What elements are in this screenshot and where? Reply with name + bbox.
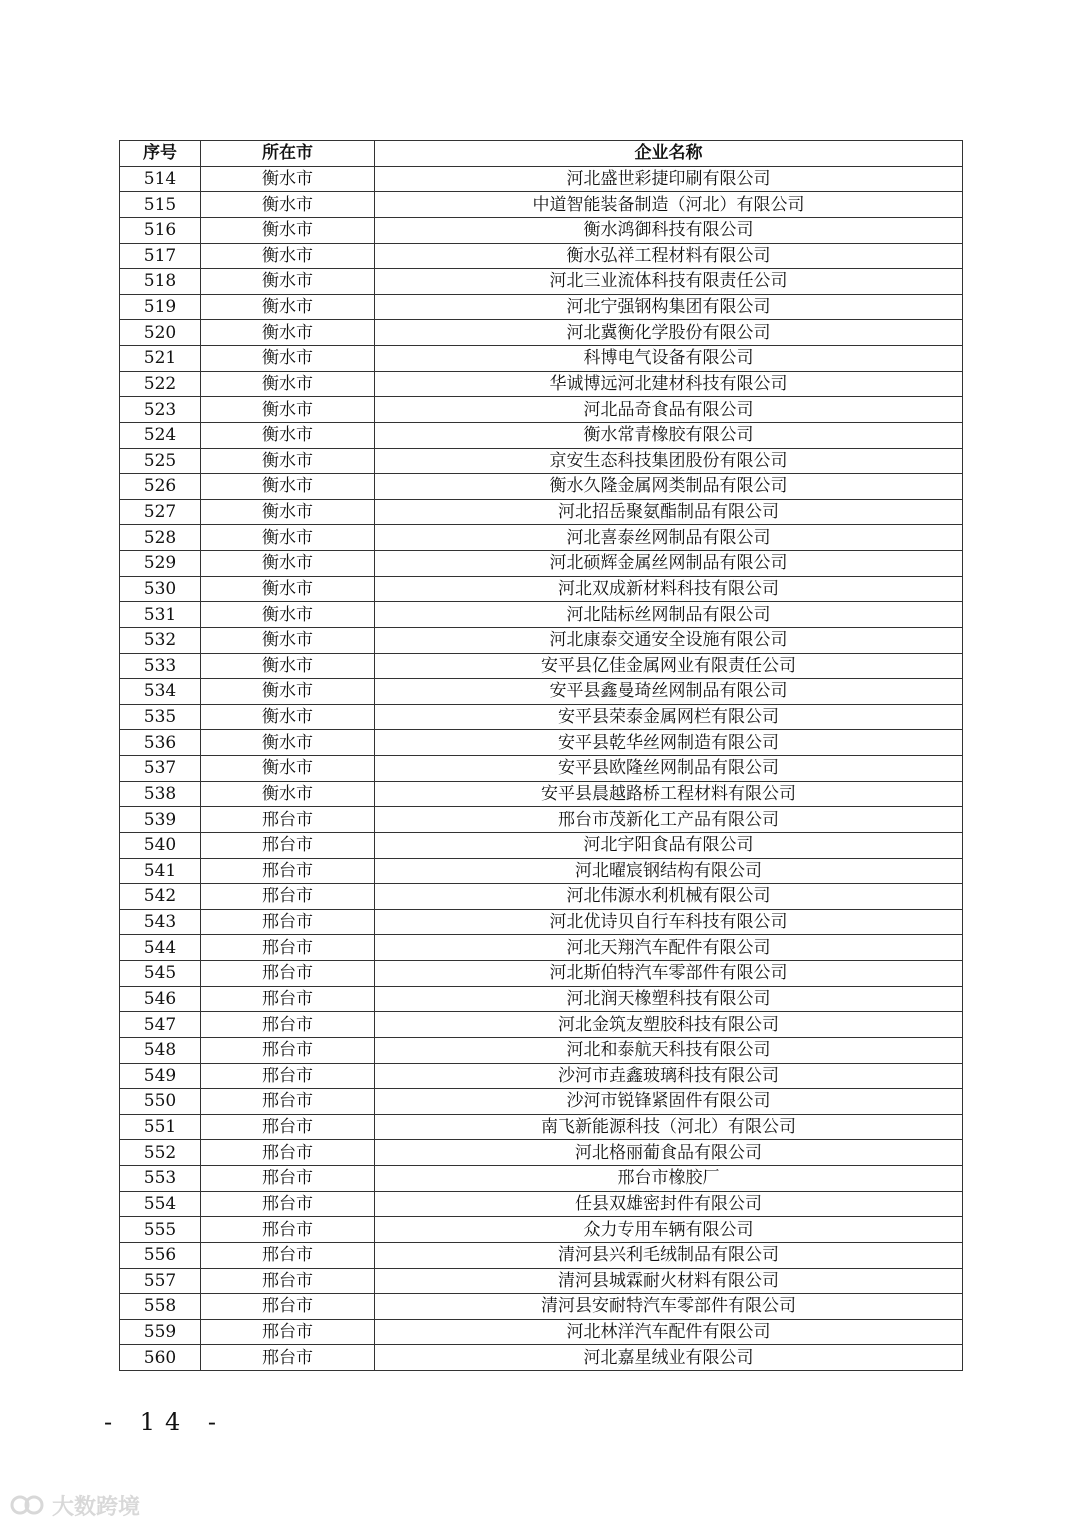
table-row — [120, 1114, 963, 1140]
table-row — [120, 269, 963, 295]
cell-city: 衡水市 — [201, 499, 375, 525]
table-row — [120, 294, 963, 320]
watermark — [10, 1490, 140, 1520]
cell-city: 衡水市 — [201, 346, 375, 372]
table-row — [120, 166, 963, 192]
table-row — [120, 653, 963, 679]
header-company-name: 企业名称 — [375, 141, 963, 167]
cell-company-name: 河北曜宸钢结构有限公司 — [375, 858, 963, 884]
table-row — [120, 602, 963, 628]
cell-company-name: 中道智能装备制造（河北）有限公司 — [375, 192, 963, 218]
cell-company-name: 安平县荣泰金属网栏有限公司 — [375, 704, 963, 730]
cell-company-name: 清河县安耐特汽车零部件有限公司 — [375, 1294, 963, 1320]
cell-serial-number: 536 — [120, 730, 201, 756]
cell-serial-number: 514 — [120, 166, 201, 192]
cell-company-name: 河北宁强钢构集团有限公司 — [375, 294, 963, 320]
cell-company-name: 河北宇阳食品有限公司 — [375, 832, 963, 858]
table-row — [120, 1012, 963, 1038]
table-row — [120, 422, 963, 448]
cell-company-name: 科博电气设备有限公司 — [375, 346, 963, 372]
cell-serial-number: 541 — [120, 858, 201, 884]
cell-company-name: 河北天翔汽车配件有限公司 — [375, 935, 963, 961]
cell-city: 衡水市 — [201, 704, 375, 730]
table-row — [120, 499, 963, 525]
cell-serial-number: 553 — [120, 1166, 201, 1192]
cell-serial-number: 515 — [120, 192, 201, 218]
table-row — [120, 807, 963, 833]
cell-city: 邢台市 — [201, 1345, 375, 1371]
cell-company-name: 河北冀衡化学股份有限公司 — [375, 320, 963, 346]
cell-city: 邢台市 — [201, 807, 375, 833]
cell-company-name: 河北康泰交通安全设施有限公司 — [375, 627, 963, 653]
cell-serial-number: 520 — [120, 320, 201, 346]
table-row — [120, 320, 963, 346]
table-row — [120, 576, 963, 602]
cell-company-name: 沙河市垚鑫玻璃科技有限公司 — [375, 1063, 963, 1089]
cell-company-name: 河北金筑友塑胶科技有限公司 — [375, 1012, 963, 1038]
cell-city: 衡水市 — [201, 192, 375, 218]
table-row — [120, 935, 963, 961]
cell-city: 衡水市 — [201, 730, 375, 756]
cell-serial-number: 540 — [120, 832, 201, 858]
cell-city: 邢台市 — [201, 1037, 375, 1063]
cell-city: 衡水市 — [201, 448, 375, 474]
page-number: - 14 - — [103, 1408, 226, 1436]
cell-serial-number: 531 — [120, 602, 201, 628]
cell-serial-number: 522 — [120, 371, 201, 397]
cell-city: 邢台市 — [201, 961, 375, 987]
cell-company-name: 邢台市橡胶厂 — [375, 1166, 963, 1192]
cell-city: 衡水市 — [201, 551, 375, 577]
cell-company-name: 河北嘉星绒业有限公司 — [375, 1345, 963, 1371]
cell-company-name: 清河县城霖耐火材料有限公司 — [375, 1268, 963, 1294]
cell-serial-number: 544 — [120, 935, 201, 961]
cell-company-name: 河北林洋汽车配件有限公司 — [375, 1319, 963, 1345]
cell-serial-number: 554 — [120, 1191, 201, 1217]
cell-serial-number: 532 — [120, 627, 201, 653]
cell-city: 邢台市 — [201, 1242, 375, 1268]
cell-city: 衡水市 — [201, 576, 375, 602]
cell-company-name: 安平县欧隆丝网制品有限公司 — [375, 756, 963, 782]
cell-city: 邢台市 — [201, 986, 375, 1012]
cell-company-name: 河北伟源水利机械有限公司 — [375, 884, 963, 910]
cell-serial-number: 534 — [120, 679, 201, 705]
cell-serial-number: 545 — [120, 961, 201, 987]
cell-company-name: 河北招岳聚氨酯制品有限公司 — [375, 499, 963, 525]
cell-city: 衡水市 — [201, 243, 375, 269]
watermark-text: 大数跨境 — [52, 1494, 141, 1520]
cell-city: 衡水市 — [201, 756, 375, 782]
table-header — [120, 141, 963, 167]
table-row — [120, 1191, 963, 1217]
cell-serial-number: 519 — [120, 294, 201, 320]
header-city: 所在市 — [201, 141, 375, 167]
cell-company-name: 众力专用车辆有限公司 — [375, 1217, 963, 1243]
cell-company-name: 河北三业流体科技有限责任公司 — [375, 269, 963, 295]
table-row — [120, 1140, 963, 1166]
cell-company-name: 安平县晨越路桥工程材料有限公司 — [375, 781, 963, 807]
cell-serial-number: 518 — [120, 269, 201, 295]
cell-serial-number: 528 — [120, 525, 201, 551]
table-row — [120, 371, 963, 397]
cell-company-name: 河北喜泰丝网制品有限公司 — [375, 525, 963, 551]
cell-company-name: 河北双成新材料科技有限公司 — [375, 576, 963, 602]
cell-serial-number: 517 — [120, 243, 201, 269]
cell-serial-number: 551 — [120, 1114, 201, 1140]
cell-city: 衡水市 — [201, 320, 375, 346]
header-serial-number: 序号 — [120, 141, 201, 167]
cell-serial-number: 557 — [120, 1268, 201, 1294]
table-row — [120, 961, 963, 987]
table-row — [120, 832, 963, 858]
cell-serial-number: 525 — [120, 448, 201, 474]
table-row — [120, 986, 963, 1012]
table-row — [120, 192, 963, 218]
table-row — [120, 1166, 963, 1192]
cell-serial-number: 527 — [120, 499, 201, 525]
cell-serial-number: 560 — [120, 1345, 201, 1371]
cell-company-name: 衡水鸿御科技有限公司 — [375, 217, 963, 243]
cell-serial-number: 539 — [120, 807, 201, 833]
table-row — [120, 781, 963, 807]
cell-city: 衡水市 — [201, 217, 375, 243]
cell-company-name: 邢台市茂新化工产品有限公司 — [375, 807, 963, 833]
cell-company-name: 河北盛世彩捷印刷有限公司 — [375, 166, 963, 192]
table-row — [120, 1345, 963, 1371]
cell-city: 衡水市 — [201, 269, 375, 295]
cell-company-name: 清河县兴利毛绒制品有限公司 — [375, 1242, 963, 1268]
table-body — [120, 166, 963, 1370]
table-row — [120, 756, 963, 782]
table-row — [120, 704, 963, 730]
table-row — [120, 858, 963, 884]
cell-company-name: 南飞新能源科技（河北）有限公司 — [375, 1114, 963, 1140]
cell-city: 衡水市 — [201, 627, 375, 653]
cell-city: 衡水市 — [201, 602, 375, 628]
cell-serial-number: 521 — [120, 346, 201, 372]
table-row — [120, 1037, 963, 1063]
cell-company-name: 安平县亿佳金属网业有限责任公司 — [375, 653, 963, 679]
cell-city: 邢台市 — [201, 1191, 375, 1217]
cell-city: 邢台市 — [201, 1217, 375, 1243]
cell-company-name: 安平县乾华丝网制造有限公司 — [375, 730, 963, 756]
watermark-logo-icon — [10, 1492, 46, 1518]
cell-serial-number: 552 — [120, 1140, 201, 1166]
cell-serial-number: 546 — [120, 986, 201, 1012]
cell-company-name: 河北品奇食品有限公司 — [375, 397, 963, 423]
table-row — [120, 1319, 963, 1345]
cell-company-name: 河北陆标丝网制品有限公司 — [375, 602, 963, 628]
cell-serial-number: 549 — [120, 1063, 201, 1089]
cell-serial-number: 542 — [120, 884, 201, 910]
cell-serial-number: 537 — [120, 756, 201, 782]
cell-serial-number: 555 — [120, 1217, 201, 1243]
cell-serial-number: 547 — [120, 1012, 201, 1038]
cell-city: 邢台市 — [201, 935, 375, 961]
table-row — [120, 397, 963, 423]
cell-city: 邢台市 — [201, 1268, 375, 1294]
table-row — [120, 884, 963, 910]
cell-serial-number: 543 — [120, 909, 201, 935]
table-row — [120, 1294, 963, 1320]
cell-company-name: 任县双雄密封件有限公司 — [375, 1191, 963, 1217]
cell-city: 邢台市 — [201, 1063, 375, 1089]
cell-city: 衡水市 — [201, 166, 375, 192]
table-row — [120, 346, 963, 372]
cell-company-name: 河北和泰航天科技有限公司 — [375, 1037, 963, 1063]
cell-city: 邢台市 — [201, 1089, 375, 1115]
table-row — [120, 474, 963, 500]
cell-company-name: 京安生态科技集团股份有限公司 — [375, 448, 963, 474]
cell-company-name: 河北润天橡塑科技有限公司 — [375, 986, 963, 1012]
cell-city: 衡水市 — [201, 525, 375, 551]
cell-city: 衡水市 — [201, 679, 375, 705]
cell-serial-number: 556 — [120, 1242, 201, 1268]
cell-serial-number: 529 — [120, 551, 201, 577]
cell-company-name: 衡水常青橡胶有限公司 — [375, 422, 963, 448]
cell-serial-number: 550 — [120, 1089, 201, 1115]
cell-serial-number: 516 — [120, 217, 201, 243]
cell-serial-number: 548 — [120, 1037, 201, 1063]
cell-city: 邢台市 — [201, 858, 375, 884]
cell-city: 邢台市 — [201, 1114, 375, 1140]
cell-serial-number: 535 — [120, 704, 201, 730]
cell-company-name: 华诚博远河北建材科技有限公司 — [375, 371, 963, 397]
cell-city: 邢台市 — [201, 832, 375, 858]
cell-serial-number: 533 — [120, 653, 201, 679]
cell-company-name: 河北格丽葡食品有限公司 — [375, 1140, 963, 1166]
table-row — [120, 1242, 963, 1268]
cell-city: 衡水市 — [201, 474, 375, 500]
table-row — [120, 1217, 963, 1243]
cell-city: 邢台市 — [201, 1166, 375, 1192]
table-row — [120, 1268, 963, 1294]
cell-city: 邢台市 — [201, 909, 375, 935]
table-row — [120, 217, 963, 243]
cell-city: 邢台市 — [201, 1012, 375, 1038]
cell-serial-number: 559 — [120, 1319, 201, 1345]
cell-city: 邢台市 — [201, 884, 375, 910]
cell-city: 邢台市 — [201, 1294, 375, 1320]
cell-serial-number: 530 — [120, 576, 201, 602]
cell-city: 衡水市 — [201, 422, 375, 448]
table-row — [120, 909, 963, 935]
cell-company-name: 衡水弘祥工程材料有限公司 — [375, 243, 963, 269]
table-row — [120, 1089, 963, 1115]
table-row — [120, 525, 963, 551]
cell-city: 邢台市 — [201, 1140, 375, 1166]
cell-city: 衡水市 — [201, 371, 375, 397]
cell-serial-number: 523 — [120, 397, 201, 423]
table-row — [120, 448, 963, 474]
cell-serial-number: 538 — [120, 781, 201, 807]
table-row — [120, 730, 963, 756]
table-row — [120, 1063, 963, 1089]
cell-serial-number: 524 — [120, 422, 201, 448]
cell-company-name: 河北优诗贝自行车科技有限公司 — [375, 909, 963, 935]
cell-company-name: 河北硕辉金属丝网制品有限公司 — [375, 551, 963, 577]
cell-city: 邢台市 — [201, 1319, 375, 1345]
cell-city: 衡水市 — [201, 653, 375, 679]
table-row — [120, 627, 963, 653]
cell-company-name: 衡水久隆金属网类制品有限公司 — [375, 474, 963, 500]
cell-serial-number: 526 — [120, 474, 201, 500]
table-row — [120, 243, 963, 269]
cell-city: 衡水市 — [201, 397, 375, 423]
table-row — [120, 679, 963, 705]
cell-company-name: 安平县鑫曼琦丝网制品有限公司 — [375, 679, 963, 705]
cell-company-name: 沙河市锐锋紧固件有限公司 — [375, 1089, 963, 1115]
cell-city: 衡水市 — [201, 294, 375, 320]
enterprise-table — [119, 140, 963, 1371]
cell-company-name: 河北斯伯特汽车零部件有限公司 — [375, 961, 963, 987]
table-row — [120, 551, 963, 577]
cell-city: 衡水市 — [201, 781, 375, 807]
cell-serial-number: 558 — [120, 1294, 201, 1320]
header-row — [120, 141, 963, 167]
